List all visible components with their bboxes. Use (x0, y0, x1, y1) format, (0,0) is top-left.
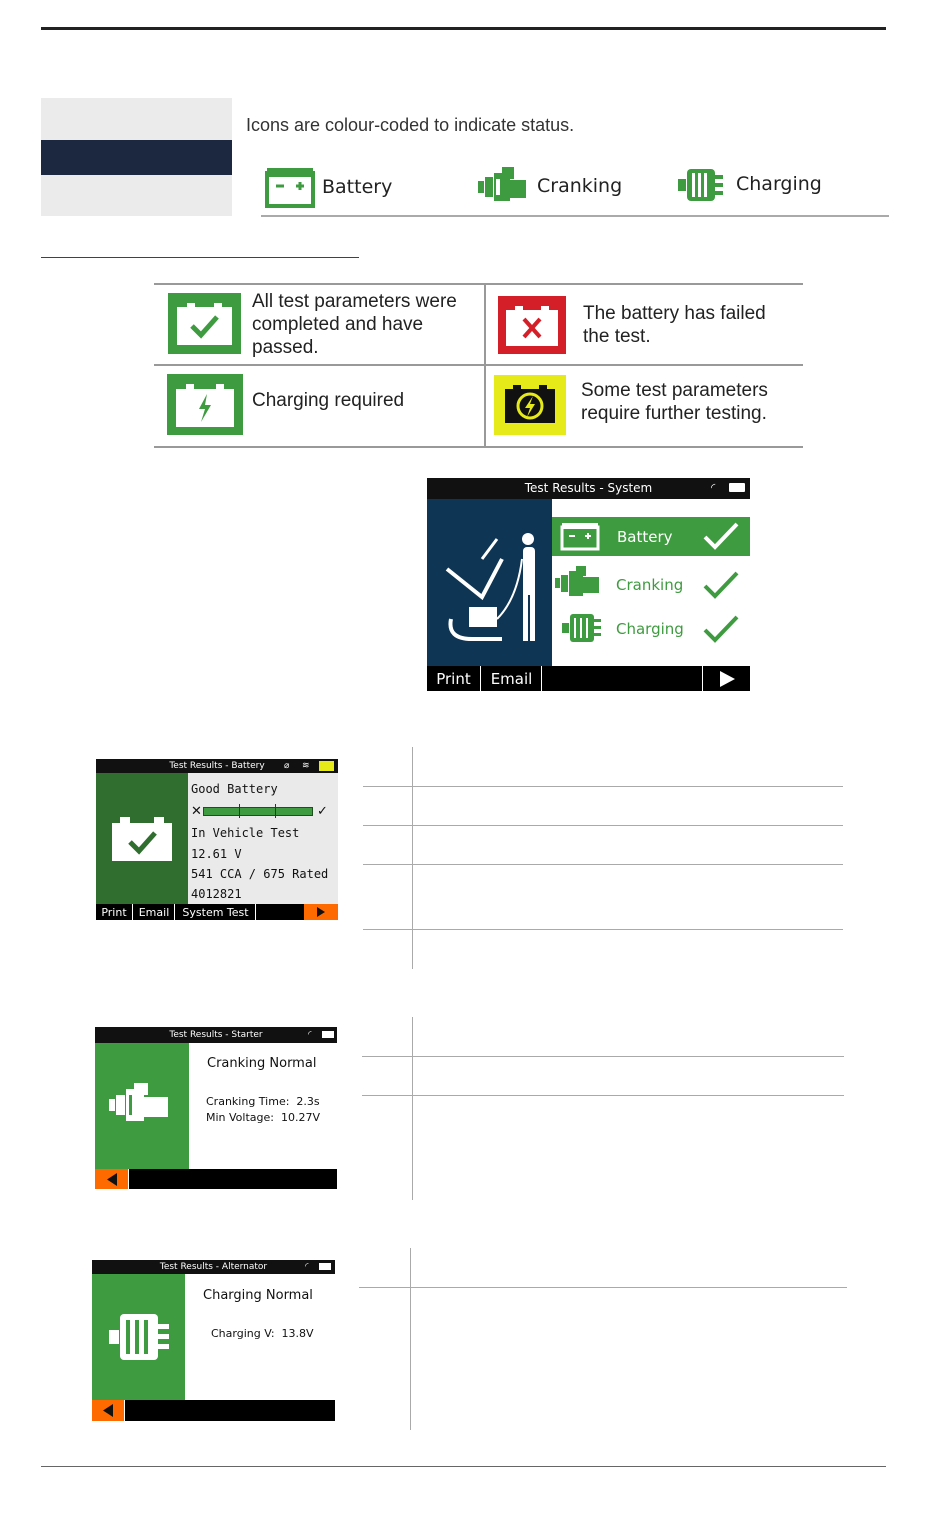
signal-icon: ◜ (711, 482, 716, 494)
table-row-border (363, 864, 843, 865)
battery-level-icon (322, 1031, 334, 1038)
starter-results-screen (95, 1027, 337, 1189)
check-icon (702, 570, 740, 600)
legend-label: Charging (736, 173, 822, 195)
alternator-icon (562, 611, 604, 645)
check-icon (702, 614, 740, 644)
signal-icon: ◜ (305, 1261, 309, 1271)
legend-label: Battery (322, 176, 393, 198)
alternator-result-panel (92, 1274, 185, 1400)
back-button[interactable] (95, 1169, 129, 1189)
screen-title: Test Results - Alternator (159, 1262, 268, 1272)
system-illustration-panel (427, 499, 552, 666)
table-row-border (363, 786, 843, 787)
intro-text: Icons are colour-coded to indicate status. (246, 115, 575, 135)
cca-reading: 541 CCA / 675 Rated (191, 867, 329, 881)
battery-check-icon (112, 817, 172, 861)
status-text-failed: The battery has failed the test. (583, 303, 766, 347)
min-voltage: Min Voltage: 10.27V (206, 1111, 320, 1124)
starter-motor-icon (478, 167, 528, 205)
alternator-results-screen (92, 1260, 335, 1421)
email-button[interactable]: Email (134, 904, 175, 920)
screen-button-bar (96, 904, 338, 920)
status-text-passed: All test parameters were completed and have passed. (252, 291, 457, 358)
battery-icon (265, 166, 315, 208)
table-mid-border (154, 364, 803, 366)
screen-button-bar (92, 1400, 335, 1421)
system-results-screen (427, 478, 750, 691)
charging-voltage: Charging V: 13.8V (211, 1327, 314, 1340)
battery-level-icon (319, 1263, 331, 1270)
screen-title: Test Results - System (524, 481, 653, 495)
table-row-border (359, 1287, 847, 1288)
table-divider (412, 1017, 413, 1200)
print-button[interactable]: Print (427, 666, 481, 691)
table-row-border (362, 1056, 844, 1057)
charging-status: Charging Normal (203, 1288, 313, 1303)
annotation-table-battery (363, 747, 843, 969)
table-top-border (154, 283, 803, 285)
arrow-right-icon (718, 670, 736, 688)
test-type: In Vehicle Test (191, 826, 300, 840)
table-divider (484, 283, 486, 448)
signal-icon: ◜ (308, 1029, 312, 1039)
alternator-icon (109, 1312, 171, 1362)
next-button[interactable] (304, 904, 338, 920)
battery-result-panel (96, 773, 188, 904)
battery-caution-icon (494, 375, 566, 435)
arrow-left-icon (106, 1173, 118, 1186)
health-bar-tick (239, 804, 240, 818)
status-text-further-testing: Some test parameters require further testing. (581, 380, 768, 424)
next-button[interactable] (702, 666, 750, 691)
health-bar-fill (203, 807, 313, 816)
battery-check-icon (168, 293, 241, 354)
screen-title: Test Results - Starter (169, 1030, 263, 1040)
screen-button-bar (95, 1169, 337, 1189)
status-table (154, 283, 803, 449)
check-icon (702, 521, 740, 551)
cranking-time: Cranking Time: 2.3s (206, 1095, 320, 1108)
cranking-status: Cranking Normal (207, 1056, 317, 1071)
arrow-left-icon (102, 1404, 114, 1417)
mechanic-testing-vehicle-icon (427, 499, 552, 666)
check-icon: ✓ (317, 803, 328, 818)
battery-level-icon (729, 483, 745, 492)
sidebar-band (41, 140, 232, 175)
test-code: 4012821 (191, 887, 242, 901)
screen-titlebar (427, 478, 750, 499)
screen-titlebar (95, 1027, 337, 1043)
battery-results-screen (96, 759, 338, 920)
legend-underline (261, 215, 889, 217)
screen-title: Test Results - Battery (169, 761, 265, 771)
starter-motor-icon (555, 566, 605, 600)
arrow-right-icon (316, 907, 326, 917)
page-top-rule (41, 27, 886, 30)
voltage-reading: 12.61 V (191, 847, 242, 861)
screen-button-bar (427, 666, 750, 691)
screen-titlebar (92, 1260, 335, 1274)
system-row-label: Cranking (616, 576, 684, 594)
legend-label: Cranking (537, 175, 623, 197)
back-button[interactable] (92, 1400, 125, 1421)
section-rule (41, 257, 359, 258)
system-row-charging[interactable] (552, 609, 750, 648)
system-row-cranking[interactable] (552, 564, 750, 603)
table-row-border (362, 1095, 844, 1096)
annotation-table-starter (362, 1017, 844, 1200)
battery-cross-icon (498, 296, 566, 354)
battery-charge-icon (167, 374, 243, 435)
system-row-label: Charging (616, 620, 684, 638)
battery-status: Good Battery (191, 782, 278, 796)
table-bottom-border (154, 446, 803, 448)
health-bar-tick (275, 804, 276, 818)
system-row-label: Battery (617, 528, 673, 546)
print-button[interactable]: Print (96, 904, 133, 920)
starter-motor-icon (109, 1083, 171, 1127)
annotation-table-alternator (359, 1248, 847, 1430)
system-row-battery[interactable] (552, 517, 750, 556)
table-divider (410, 1248, 411, 1430)
charging-status-icon (319, 761, 334, 771)
status-text-charging: Charging required (252, 390, 405, 411)
wifi-icon: ≋ (302, 760, 310, 770)
battery-health-bar (191, 803, 331, 818)
battery-icon (560, 521, 600, 551)
email-button[interactable]: Email (482, 666, 542, 691)
bluetooth-off-icon: ⌀ (284, 760, 290, 770)
cross-icon: ✕ (191, 803, 202, 818)
system-test-button[interactable]: System Test (176, 904, 256, 920)
table-row-border (363, 929, 843, 930)
table-row-border (363, 825, 843, 826)
starter-result-panel (95, 1043, 189, 1169)
page-bottom-rule (41, 1466, 886, 1467)
alternator-icon (678, 165, 726, 205)
table-divider (412, 747, 413, 969)
